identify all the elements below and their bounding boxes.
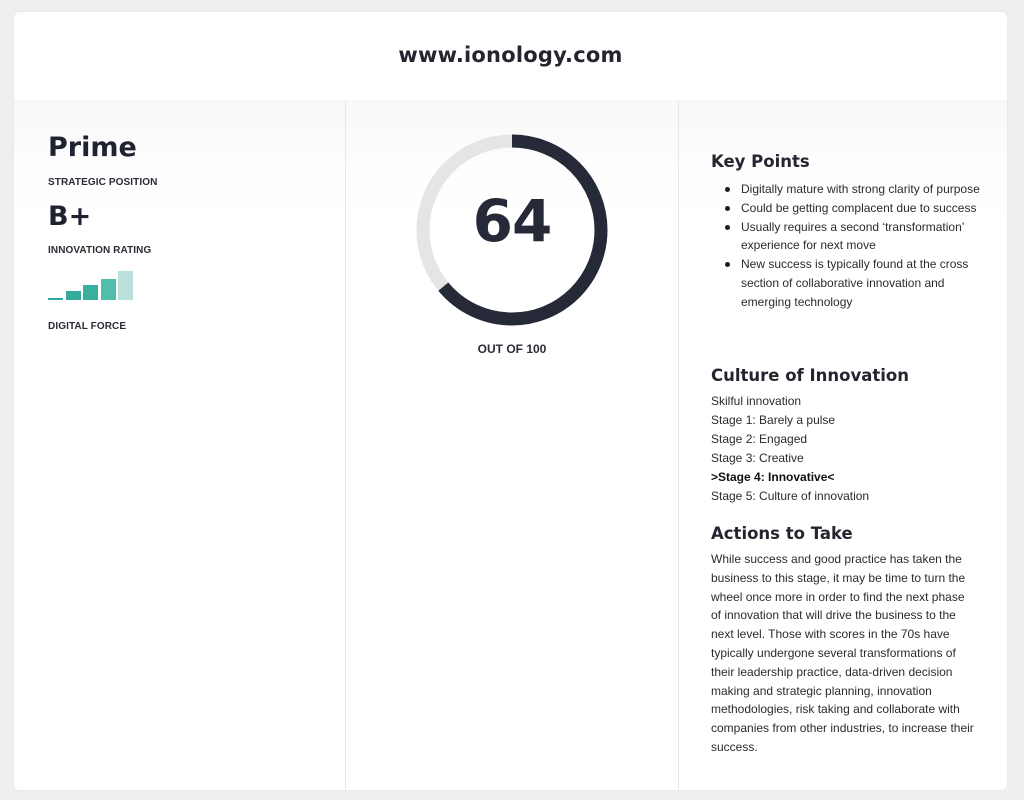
actions-text: While success and good practice has taken the business to this stage, it may be time to turn the wheel once more in order to find the next phase of innovation that will drive the business to the next level. Those with scores in the 70s have typically undergone several transformations of their leadership practice, data-driven decision making and strategic planning, innovation methodologies, risk taking and collaborate with companies from other industries, to increase their success. <box>711 552 974 754</box>
digital-force-bar <box>48 298 63 300</box>
innovation-rating-value: B+ <box>48 201 92 232</box>
site-url: www.ionology.com <box>398 43 623 67</box>
strategic-position-label: STRATEGIC POSITION <box>48 177 158 188</box>
key-point-item <box>711 218 981 256</box>
report-header <box>14 12 1007 100</box>
culture-list <box>711 392 981 505</box>
key-points-title: Key Points <box>711 152 810 171</box>
bullet-icon <box>725 225 730 230</box>
bullet-icon <box>725 206 730 211</box>
bullet-icon <box>725 187 730 192</box>
key-point-text: Digitally mature with strong clarity of purpose <box>741 182 980 196</box>
key-point-text: New success is typically found at the cross section of collaborative innovation and emerging technology <box>741 257 969 309</box>
culture-intro: Skilful innovation <box>711 394 802 408</box>
culture-stage: Stage 5: Culture of innovation <box>711 488 870 503</box>
culture-title: Culture of Innovation <box>711 366 909 385</box>
score-value: 64 <box>472 187 552 255</box>
key-point-item <box>711 180 981 199</box>
digital-force-bars <box>48 269 138 300</box>
key-point-item <box>711 199 981 218</box>
culture-stage: Stage 3: Creative <box>711 450 804 465</box>
culture-stage: Stage 2: Engaged <box>711 431 808 446</box>
digital-force-bar <box>66 291 81 300</box>
report-body <box>14 100 1007 790</box>
digital-force-bar <box>83 285 98 300</box>
culture-stage: Stage 1: Barely a pulse <box>711 412 836 427</box>
innovation-rating-label: INNOVATION RATING <box>48 245 152 256</box>
details-column <box>678 100 1007 790</box>
score-column <box>345 100 679 790</box>
key-point-text: Usually requires a second ‘transformation’ experience for next move <box>741 219 964 253</box>
actions-title: Actions to Take <box>711 524 853 543</box>
strategic-position-value: Prime <box>48 132 137 163</box>
digital-force-bar <box>118 271 133 300</box>
score-out-of-label: OUT OF 100 <box>477 342 547 356</box>
key-point-text: Could be getting complacent due to success <box>741 200 977 215</box>
culture-stage-current: >Stage 4: Innovative< <box>711 469 835 484</box>
report-card <box>14 12 1007 790</box>
digital-force-label: DIGITAL FORCE <box>48 321 127 332</box>
summary-column <box>14 100 344 790</box>
digital-force-bar <box>101 279 116 300</box>
bullet-icon <box>725 262 730 267</box>
key-points-list <box>711 180 981 312</box>
key-point-item <box>711 255 981 311</box>
